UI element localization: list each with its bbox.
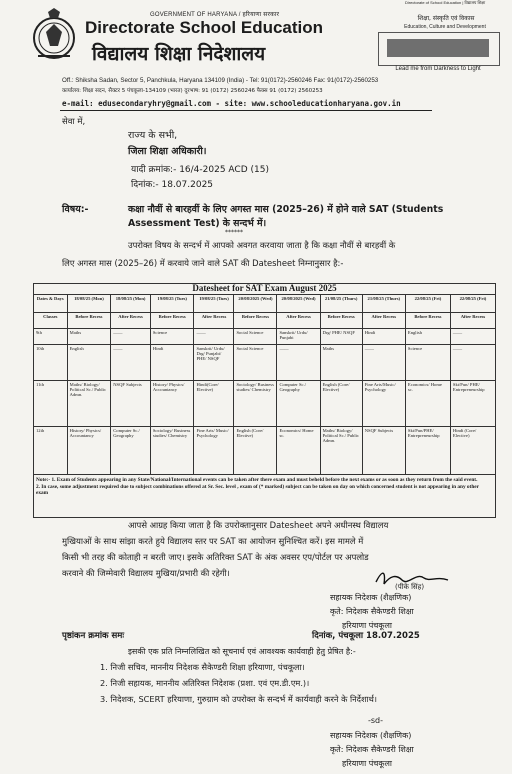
table-cell: Maths/ Biology/ Political Sc./ Public Admn. [320,427,362,475]
table-cell: 22/08/25 (Fri) [450,295,495,313]
table-cell: Sanskrit/ Urdu/ Punjabi [277,329,320,345]
class-row [34,381,496,427]
table-cell: Fine Arts/Music/ Psychology [362,381,405,427]
table-cell: Classes [34,313,68,329]
table-cell: Hindi [362,329,405,345]
table-cell: Social Science [234,345,277,381]
subject-label: विषय:- [62,204,89,215]
class-row [34,427,496,475]
table-cell: Computer Sc./ Geography [111,427,151,475]
email-website-line: e-mail: edusecondaryhry@gmail.com - site: www.schooleducationharyana.gov.in [62,99,401,108]
table-cell: Maths/ Biology/ Political Sc./ Public Admn. [67,381,111,427]
table-cell: Before Recess [67,313,111,329]
table-cell: —— [450,329,495,345]
table-cell: Sociology/ Business studies/ Chemistry [234,381,277,427]
table-cell: English [405,329,450,345]
copy-item-1: 1. निजी सचिव, माननीय निदेशक सैकेण्डरी शिक्षा हरियाणा, पंचकूला। [100,662,305,672]
table-cell: 11th [34,381,68,427]
bottom-designation-1: सहायक निदेशक (शैक्षणिक) [330,731,412,740]
class-row [34,345,496,381]
table-cell: 12th [34,427,68,475]
para1-line-1: उपरोक्त विषय के सन्दर्भ में आपको अवगत करवाया जाता है कि कक्षा नौवीं से बारहवीं के [128,240,396,250]
department-logo [378,32,500,66]
sd-mark: -sd- [368,716,384,725]
table-cell: Social Science [234,329,277,345]
table-cell: 20/08/2025 (Wed) [277,295,320,313]
table-cell: Skt/Pun/ PHE/ Entrepreneurship [450,381,495,427]
subject-line-1: कक्षा नौवीं से बारहवीं के लिए अगस्त मास (2025–26) में होने वाले SAT (Students [128,204,444,215]
table-cell: 9th [34,329,68,345]
table-cell: Maths [67,329,111,345]
header-divider [60,110,432,111]
table-cell: Economics/ Home sc. [277,427,320,475]
table-cell: Before Recess [150,313,194,329]
endorsement-date: दिनांक, पंचकूला 18.07.2025 [312,631,420,641]
table-cell: Fine Arts/ Music/ Psychology [194,427,234,475]
table-cell: English (Core/ Elective) [320,381,362,427]
table-cell: —— [450,345,495,381]
tagline-english: Education, Culture and Development [404,24,486,30]
table-cell: 19/08/25 (Tues) [194,295,234,313]
para2-line-2: मुखियाओं के साथ सांझा करते हुये विद्यालय स्तर पर SAT का आयोजन सुनिश्चित करें। इस मामले में [62,536,364,546]
dates-header-row [34,295,496,313]
table-cell: —— [111,329,151,345]
table-cell: 20/08/2025 (Wed) [234,295,277,313]
table-cell: —— [194,329,234,345]
table-cell: 18/08/25 (Mon) [111,295,151,313]
table-cell: 10th [34,345,68,381]
para2-line-1: आपसे आग्रह किया जाता है कि उपरोक्तानुसार Datesheet अपने अधीनस्थ विद्यालय [128,520,389,530]
table-cell: Before Recess [405,313,450,329]
table-cell: Hindi [150,345,194,381]
table-cell: 18/08/25 (Mon) [67,295,111,313]
haryana-emblem-icon [28,6,80,64]
address-english: Off.: Shiksha Sadan, Sector 5, Panchkula, Haryana 134109 (India) - Tel: 91(0172)-2560246 Fax: 91(0172)-2560253 [62,77,379,84]
table-cell: Sanskrit/ Urdu/ Drg/ Punjabi/ PHE/ NSQF [194,345,234,381]
table-cell: After Recess [111,313,151,329]
table-cell: Science [150,329,194,345]
table-cell: History/ Physics/ Accountancy [67,427,111,475]
table-cell: NSQF Subjects [111,381,151,427]
table-cell: —— [111,345,151,381]
table-cell: —— [277,345,320,381]
table-cell: Computer Sc./ Geography [277,381,320,427]
table-cell: After Recess [277,313,320,329]
recess-header-row [34,313,496,329]
table-cell: Before Recess [320,313,362,329]
datesheet-notes [36,477,492,497]
letter-date: दिनांक:- 18.07.2025 [131,180,214,190]
table-cell: Maths [320,345,362,381]
signature-designation-3: हरियाणा पंचकूला [342,621,392,630]
tagline-hindi: शिक्षा, संस्कृति एवं विकास [417,15,475,22]
subject-line-2: Assessment Test) के सन्दर्भ में। [128,218,267,229]
table-cell: Before Recess [234,313,277,329]
signature-designation-2: कृते: निदेशक सैकेण्डरी शिक्षा [330,607,414,616]
signatory-name: (पीके सिंह) [395,583,425,591]
copy-item-2: 2. निजी सहायक, माननीय अतिरिक्त निदेशक (प्रशा. एवं एम.डी.एम.)। [100,678,310,688]
class-row [34,329,496,345]
table-cell: After Recess [194,313,234,329]
table-cell: Drg/ PHE/ NSQF [320,329,362,345]
signature-designation-1: सहायक निदेशक (शैक्षणिक) [330,593,412,602]
datesheet-table [33,294,496,475]
address-hindi: कार्यालय: शिक्षा सदन, सैक्टर 5 पंचकूला-134109 (भारत) दूरभाष: 91 (0172) 2560246 फैक्स 91 (0172) 2560253 [62,88,323,94]
table-cell: —— [362,345,405,381]
para2-line-3: किसी भी तरह की कोताही न बरती जाए। इसके अतिरिक्त SAT के अंक अवसर एप/पोर्टल पर अपलोड [62,552,369,562]
directorate-title-english: Directorate School Education [85,18,324,37]
motto-text: Lead me from Darkness to Light [395,66,481,72]
recipient-line-2: जिला शिक्षा अधिकारी। [128,146,207,157]
table-cell: Dates & Days [34,295,68,313]
table-cell: History/ Physics/ Accountancy [150,381,194,427]
table-cell: After Recess [450,313,495,329]
para2-line-4: करवाने की जिम्मेवारी विद्यालय मुखिया/प्रभारी की रहेगी। [62,568,230,578]
copy-item-3: 3. निदेशक, SCERT हरियाणा, गुरुग्राम को उपरोक्त के सन्दर्भ में कार्यवाही करने के निर्देशार्थ। [100,694,377,704]
table-cell: Science [405,345,450,381]
table-cell: 21/08/25 (Thurs) [362,295,405,313]
endorsement-label: पृष्ठांकन क्रमांक समः [62,631,125,641]
subject-stars: ****** [225,229,243,236]
table-cell: English [67,345,111,381]
table-cell: Sociology/ Business studies/ Chemistry [150,427,194,475]
table-cell: 19/08/25 (Tues) [150,295,194,313]
para1-line-2: लिए अगस्त मास (2025–26) में करवाये जाने वाले SAT की Datesheet निम्नानुसार है:- [62,258,344,268]
government-line: GOVERNMENT OF HARYANA / हरियाणा सरकार [150,12,280,18]
salutation: सेवा में, [62,117,86,127]
bottom-designation-3: हरियाणा पंचकूला [342,759,392,768]
table-cell: Hindi(Core/ Elective) [194,381,234,427]
table-cell: 21/08/25 (Thurs) [320,295,362,313]
directorate-title-hindi: विद्यालय शिक्षा निदेशालय [92,43,266,65]
note-2: 2. In case, some adjustment required due to subject combinations offered at Sr. Sec. level , exam of (* marked) subject can be taken on day on which concerned student is not appearing in any other exam [36,483,479,497]
table-cell: English (Core/ Elective) [234,427,277,475]
table-cell: Economics/ Home sc. [405,381,450,427]
datesheet-title: Datesheet for SAT Exam August 2025 [192,283,337,293]
note-1: Note:- 1. Exam of Students appearing in any State/National/International events can be taken after there exam and must beheld before the next exams or as soon as they return from the said event. [36,477,478,483]
table-cell: Hindi (Core/ Elective) [450,427,495,475]
table-cell: 22/08/25 (Fri) [405,295,450,313]
table-cell: After Recess [362,313,405,329]
top-right-caption: Directorate of School Education | विद्यालय शिक्षा [405,0,486,5]
table-cell: NSQF Subjects [362,427,405,475]
table-cell: Skt/Pun/PHE/ Entrepreneurship [405,427,450,475]
memo-number: यादी क्रमांक:- 16/4-2025 ACD (15) [131,165,269,175]
copy-forward-line: इसकी एक प्रति निम्नलिखित को सूचनार्थ एवं आवश्यक कार्यवाही हेतु प्रेषित है:- [128,647,356,656]
recipient-line-1: राज्य के सभी, [128,130,178,141]
bottom-designation-2: कृते: निदेशक सैकेण्डरी शिक्षा [330,745,414,754]
